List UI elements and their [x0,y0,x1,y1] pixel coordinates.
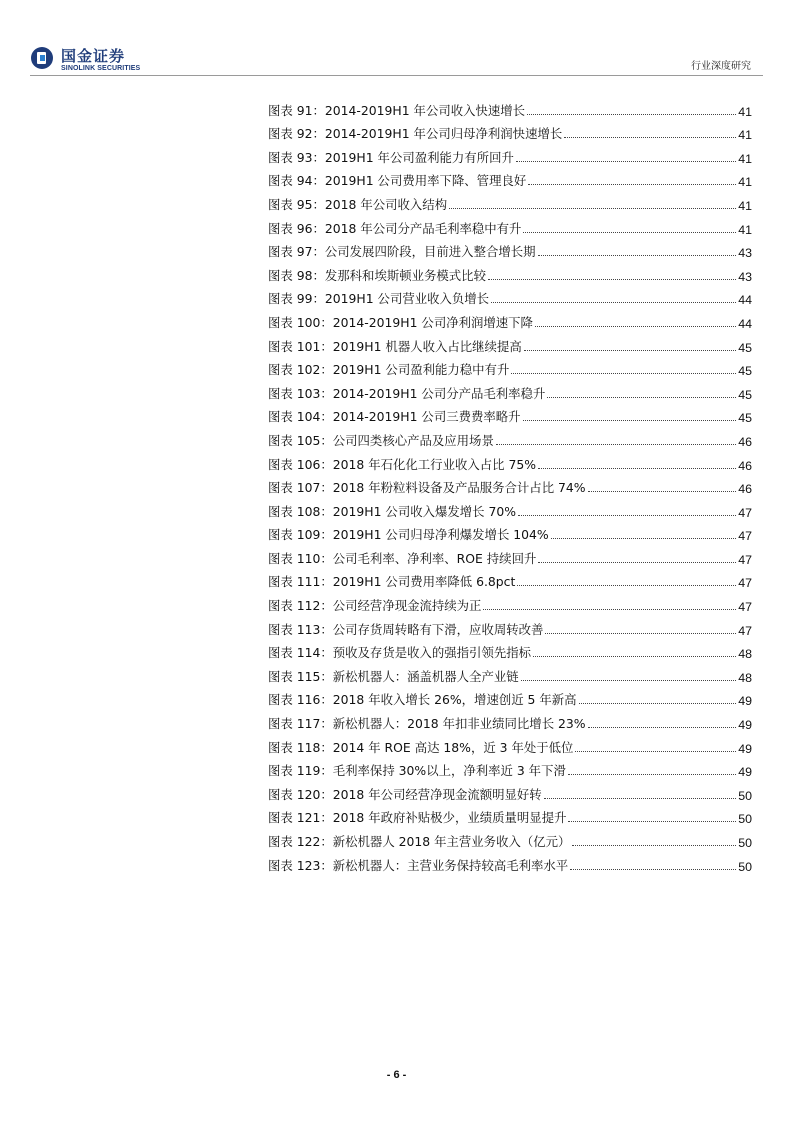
toc-entry[interactable] [268,803,752,827]
toc-entry-page: 50 [738,812,752,827]
toc-entry-label: 图表 99：2019H1 公司营业收入负增长 [268,291,490,307]
toc-entry[interactable] [268,284,752,308]
toc-entry[interactable] [268,237,752,261]
toc-leader-dots [588,490,737,492]
toc-entry-label: 图表 101：2019H1 机器人收入占比继续提高 [268,338,522,354]
toc-leader-dots [517,584,736,586]
toc-entry-label: 图表 102：2019H1 公司盈利能力稳中有升 [268,362,510,378]
toc-entry-page: 47 [738,552,752,567]
toc-entry-page: 43 [738,269,752,284]
toc-entry-label: 图表 95：2018 年公司收入结构 [268,196,448,212]
toc-entry-label: 图表 104：2014-2019H1 公司三费费率略升 [268,409,521,425]
toc-leader-dots [551,537,737,539]
logo-chinese-name: 国金证券 [61,47,126,65]
toc-leader-dots [483,608,736,610]
toc-entry[interactable] [268,614,752,638]
toc-entry-page: 41 [738,222,752,237]
toc-leader-dots [496,443,736,445]
toc-entry[interactable] [268,779,752,803]
toc-entry-label: 图表 121：2018 年政府补贴极少，业绩质量明显提升 [268,810,567,826]
toc-leader-dots [564,136,736,138]
toc-entry-label: 图表 97：公司发展四阶段，目前进入整合增长期 [268,244,536,260]
toc-entry[interactable] [268,331,752,355]
toc-entry[interactable] [268,95,752,119]
toc-leader-dots [491,301,736,303]
toc-entry-label: 图表 113：公司存货周转略有下滑，应收周转改善 [268,621,544,637]
figure-index-list [268,95,752,874]
toc-entry[interactable] [268,119,752,143]
toc-leader-dots [527,113,736,115]
toc-entry-page: 50 [738,836,752,850]
toc-leader-dots [545,632,736,634]
toc-entry-label: 图表 106：2018 年石化化工行业收入占比 75% [268,456,537,472]
toc-entry-label: 图表 100：2014-2019H1 公司净利润增速下降 [268,314,533,330]
toc-entry-page: 45 [738,340,752,355]
toc-leader-dots [488,278,736,280]
company-logo [30,44,180,76]
toc-entry-page: 41 [738,175,752,190]
toc-entry[interactable] [268,473,752,497]
toc-entry-label: 图表 123：新松机器人：主营业务保持较高毛利率水平 [268,857,569,873]
toc-entry-page: 45 [738,364,752,379]
toc-entry-label: 图表 117：新松机器人：2018 年扣非业绩同比增长 23% [268,716,586,732]
toc-leader-dots [568,820,736,822]
toc-entry[interactable] [268,378,752,402]
toc-entry-page: 46 [738,458,752,473]
toc-entry[interactable] [268,685,752,709]
toc-entry-page: 48 [738,647,752,662]
toc-leader-dots [568,773,736,775]
toc-leader-dots [538,561,736,563]
toc-leader-dots [523,419,737,421]
toc-entry[interactable] [268,402,752,426]
toc-entry[interactable] [268,496,752,520]
toc-leader-dots [521,679,737,681]
toc-entry-label: 图表 111：2019H1 公司费用率降低 6.8pct [268,574,516,590]
toc-entry-label: 图表 92：2014-2019H1 年公司归母净利润快速增长 [268,126,563,142]
toc-entry-page: 47 [738,529,752,544]
toc-leader-dots [449,207,736,209]
toc-entry-label: 图表 103：2014-2019H1 公司分产品毛利率稳升 [268,385,546,401]
toc-entry-page: 49 [738,718,752,733]
toc-entry-page: 49 [738,741,752,756]
toc-entry-label: 图表 119：毛利率保持 30%以上，净利率近 3 年下滑 [268,763,566,779]
toc-entry-label: 图表 94：2019H1 公司费用率下降、管理良好 [268,173,527,189]
toc-entry[interactable] [268,756,752,780]
toc-entry[interactable] [268,425,752,449]
toc-entry[interactable] [268,520,752,544]
toc-leader-dots [538,467,736,469]
toc-entry[interactable] [268,449,752,473]
toc-leader-dots [572,844,736,846]
toc-entry-page: 50 [738,788,752,803]
toc-entry-page: 45 [738,411,752,426]
toc-entry-label: 图表 115：新松机器人：涵盖机器人全产业链 [268,668,519,684]
report-category: 行业深度研究 [691,61,751,72]
toc-entry-page: 47 [738,600,752,615]
toc-entry[interactable] [268,638,752,662]
toc-entry[interactable] [268,567,752,591]
toc-leader-dots [588,726,737,728]
page-number: - 6 - [386,1069,407,1081]
toc-entry[interactable] [268,213,752,237]
toc-entry-label: 图表 91：2014-2019H1 年公司收入快速增长 [268,102,526,118]
toc-leader-dots [523,231,736,233]
toc-entry[interactable] [268,708,752,732]
toc-leader-dots [511,372,736,374]
toc-entry[interactable] [268,189,752,213]
toc-entry-page: 41 [738,128,752,143]
toc-entry-label: 图表 116：2018 年收入增长 26%，增速创近 5 年新高 [268,692,577,708]
toc-entry[interactable] [268,142,752,166]
toc-entry[interactable] [268,355,752,379]
toc-entry[interactable] [268,732,752,756]
toc-entry[interactable] [268,307,752,331]
toc-entry[interactable] [268,850,752,874]
toc-leader-dots [579,702,737,704]
toc-entry-label: 图表 109：2019H1 公司归母净利爆发增长 104% [268,527,549,543]
toc-entry-page: 47 [738,623,752,638]
toc-entry[interactable] [268,826,752,850]
toc-entry[interactable] [268,260,752,284]
toc-entry[interactable] [268,661,752,685]
toc-leader-dots [524,349,736,351]
toc-leader-dots [516,160,736,162]
toc-entry-label: 图表 114：预收及存货是收入的强指引领先指标 [268,645,532,661]
toc-entry-label: 图表 112：公司经营净现金流持续为正 [268,598,482,614]
toc-entry-page: 47 [738,505,752,520]
toc-leader-dots [528,183,736,185]
toc-entry-page: 44 [738,293,752,308]
toc-entry-label: 图表 93：2019H1 年公司盈利能力有所回升 [268,149,514,165]
toc-entry-page: 49 [738,694,752,709]
toc-entry-label: 图表 98：发那科和埃斯顿业务模式比较 [268,267,486,283]
toc-entry-page: 49 [738,765,752,780]
toc-leader-dots [544,797,737,799]
page-header [0,0,793,80]
toc-leader-dots [518,514,736,516]
toc-entry-page: 41 [738,198,752,213]
toc-entry-label: 图表 105：公司四类核心产品及应用场景 [268,432,494,448]
toc-entry-page: 45 [738,387,752,402]
toc-entry[interactable] [268,543,752,567]
toc-entry-page: 41 [738,104,752,119]
toc-entry-page: 41 [738,151,752,166]
sinolink-logo-icon [30,46,54,70]
toc-entry-page: 44 [738,316,752,331]
toc-entry-page: 46 [738,434,752,449]
toc-leader-dots [538,254,737,256]
toc-entry-label: 图表 107：2018 年粉粒料设备及产品服务合计占比 74% [268,480,586,496]
toc-entry-page: 47 [738,576,752,591]
toc-entry[interactable] [268,166,752,190]
toc-entry-page: 50 [738,859,752,874]
logo-english-name: SINOLINK SECURITIES [61,65,141,72]
toc-entry-page: 43 [738,246,752,261]
toc-entry-label: 图表 96：2018 年公司分产品毛利率稳中有升 [268,220,522,236]
toc-entry-label: 图表 120：2018 年公司经营净现金流额明显好转 [268,786,542,802]
toc-leader-dots [575,750,736,752]
toc-entry-label: 图表 122：新松机器人 2018 年主营业务收入（亿元） [268,834,571,849]
toc-entry-page: 48 [738,670,752,685]
toc-leader-dots [535,325,736,327]
toc-entry-label: 图表 118：2014 年 ROE 高达 18%，近 3 年处于低位 [268,739,574,755]
toc-entry[interactable] [268,590,752,614]
header-divider [30,75,763,76]
toc-entry-label: 图表 110：公司毛利率、净利率、ROE 持续回升 [268,550,537,566]
toc-entry-page: 46 [738,482,752,497]
toc-leader-dots [547,396,736,398]
toc-entry-label: 图表 108：2019H1 公司收入爆发增长 70% [268,503,517,519]
toc-leader-dots [533,655,736,657]
toc-leader-dots [570,868,736,870]
